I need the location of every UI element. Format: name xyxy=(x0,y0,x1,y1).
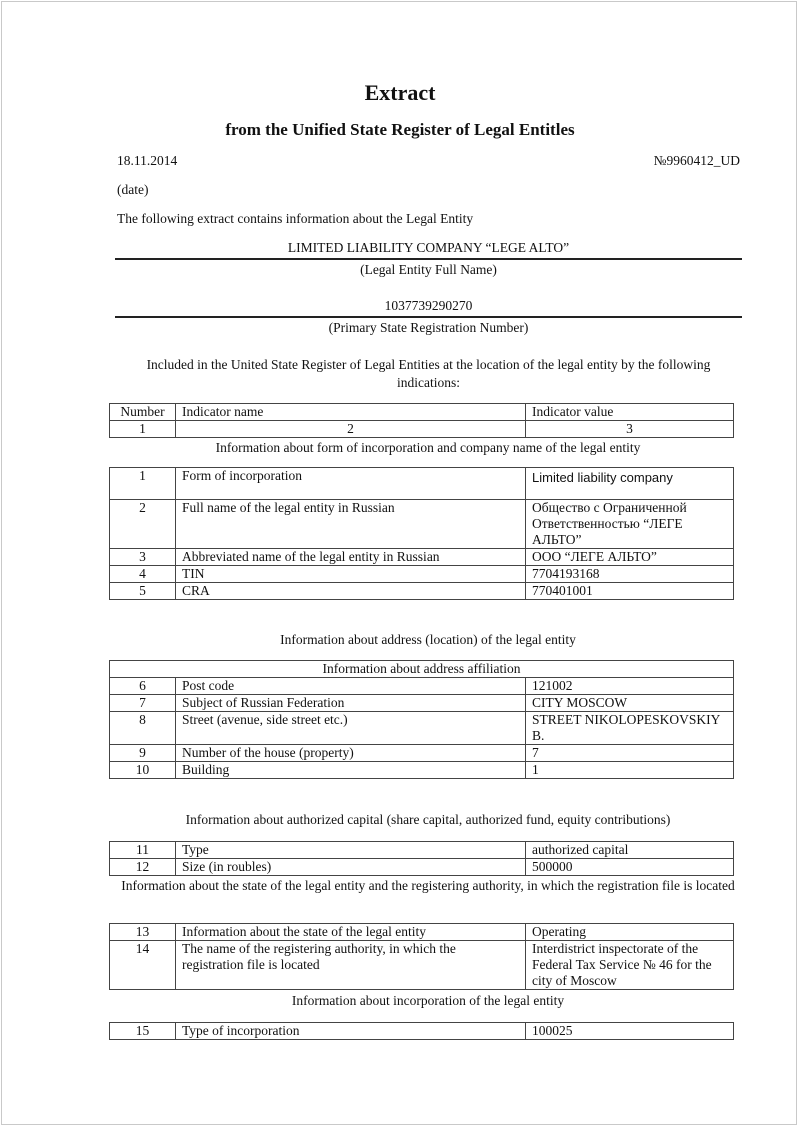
indicator-value: 1 xyxy=(526,762,734,779)
psrn-label: (Primary State Registration Number) xyxy=(328,320,529,335)
table-row xyxy=(110,745,734,762)
date-label: (date) xyxy=(117,182,149,197)
header-number: Number xyxy=(110,404,176,421)
table-row xyxy=(110,842,734,859)
indicator-value: Interdistrict inspectorate of the Federal Tax Service № 46 for the city of Moscow xyxy=(526,941,734,990)
column-index: 2 xyxy=(176,421,526,438)
row-number: 13 xyxy=(110,924,176,941)
indicator-value: Общество с Ограниченной Ответственностью “ЛЕГЕ АЛЬТО” xyxy=(526,500,734,549)
divider xyxy=(115,258,742,260)
row-number: 3 xyxy=(110,549,176,566)
row-number: 12 xyxy=(110,859,176,876)
indicator-name: Size (in roubles) xyxy=(176,859,526,876)
table-row xyxy=(110,566,734,583)
indicator-name: Number of the house (property) xyxy=(176,745,526,762)
indicator-name: Post code xyxy=(176,678,526,695)
indicator-value: ООО “ЛЕГЕ АЛЬТО” xyxy=(526,549,734,566)
address-subheader: Information about address affiliation xyxy=(110,661,734,678)
column-index: 1 xyxy=(110,421,176,438)
table-row xyxy=(110,712,734,745)
table-row xyxy=(110,941,734,990)
indicator-name: TIN xyxy=(176,566,526,583)
header-indicator-name: Indicator name xyxy=(176,404,526,421)
table-row xyxy=(110,859,734,876)
incorporation-table xyxy=(109,1022,734,1040)
table-row xyxy=(110,661,734,678)
indicator-value: 770401001 xyxy=(526,583,734,600)
entity-full-name-label: (Legal Entity Full Name) xyxy=(360,262,497,277)
indicator-header-table xyxy=(109,403,734,438)
header-indicator-value: Indicator value xyxy=(526,404,734,421)
extract-date: 18.11.2014 xyxy=(117,153,178,168)
indicator-value: 500000 xyxy=(526,859,734,876)
section-caption: Information about the state of the legal entity and the registering authority, in which the registration file is located xyxy=(121,878,735,893)
indicator-name: Full name of the legal entity in Russian xyxy=(176,500,526,549)
psrn-value: 1037739290270 xyxy=(384,298,473,313)
table-row xyxy=(110,583,734,600)
row-number: 8 xyxy=(110,712,176,745)
indicator-value: CITY MOSCOW xyxy=(526,695,734,712)
indicator-name: Form of incorporation xyxy=(176,468,526,500)
row-number: 2 xyxy=(110,500,176,549)
table-row xyxy=(110,678,734,695)
indicator-value: 7704193168 xyxy=(526,566,734,583)
row-number: 10 xyxy=(110,762,176,779)
row-number: 5 xyxy=(110,583,176,600)
indicator-name: Building xyxy=(176,762,526,779)
table-row xyxy=(110,468,734,500)
table-row xyxy=(110,404,734,421)
indicator-name: Type xyxy=(176,842,526,859)
row-number: 4 xyxy=(110,566,176,583)
section-caption: Information about form of incorporation and company name of the legal entity xyxy=(215,440,641,455)
row-number: 9 xyxy=(110,745,176,762)
indicator-value: Limited liability company xyxy=(526,468,734,500)
form-table xyxy=(109,467,734,600)
intro-text: The following extract contains information about the Legal Entity xyxy=(117,211,474,226)
table-row xyxy=(110,1023,734,1040)
indicator-value: authorized capital xyxy=(526,842,734,859)
indicator-value: Operating xyxy=(526,924,734,941)
indicator-name: Abbreviated name of the legal entity in Russian xyxy=(176,549,526,566)
address-table xyxy=(109,660,734,779)
table-row xyxy=(110,500,734,549)
row-number: 14 xyxy=(110,941,176,990)
table-row xyxy=(110,924,734,941)
indicator-value: 100025 xyxy=(526,1023,734,1040)
table-row xyxy=(110,549,734,566)
indicator-name: The name of the registering authority, in which the registration file is located xyxy=(176,941,526,990)
row-number: 1 xyxy=(110,468,176,500)
section-caption: Information about address (location) of the legal entity xyxy=(280,632,576,647)
entity-full-name: LIMITED LIABILITY COMPANY “LEGE ALTO” xyxy=(287,240,570,255)
indicator-value: STREET NIKOLOPESKOVSKIY B. xyxy=(526,712,734,745)
table-row xyxy=(110,762,734,779)
document-subtitle: from the Unified State Register of Legal Entitles xyxy=(225,120,575,139)
row-number: 15 xyxy=(110,1023,176,1040)
section-caption: Information about incorporation of the legal entity xyxy=(291,993,565,1008)
indicator-name: CRA xyxy=(176,583,526,600)
column-index: 3 xyxy=(526,421,734,438)
section-caption: Information about authorized capital (share capital, authorized fund, equity contributions) xyxy=(185,812,671,827)
indicator-value: 7 xyxy=(526,745,734,762)
row-number: 11 xyxy=(110,842,176,859)
indicator-value: 121002 xyxy=(526,678,734,695)
divider xyxy=(115,316,742,318)
included-text: Included in the United State Register of Legal Entities at the location of the legal entity by the following indications: xyxy=(146,357,711,390)
table-row xyxy=(110,421,734,438)
document-title: Extract xyxy=(364,80,436,105)
row-number: 6 xyxy=(110,678,176,695)
row-number: 7 xyxy=(110,695,176,712)
indicator-name: Subject of Russian Federation xyxy=(176,695,526,712)
indicator-name: Type of incorporation xyxy=(176,1023,526,1040)
capital-table xyxy=(109,841,734,876)
extract-number: №9960412_UD xyxy=(653,153,740,168)
indicator-name: Information about the state of the legal entity xyxy=(176,924,526,941)
state-table xyxy=(109,923,734,990)
indicator-name: Street (avenue, side street etc.) xyxy=(176,712,526,745)
table-row xyxy=(110,695,734,712)
